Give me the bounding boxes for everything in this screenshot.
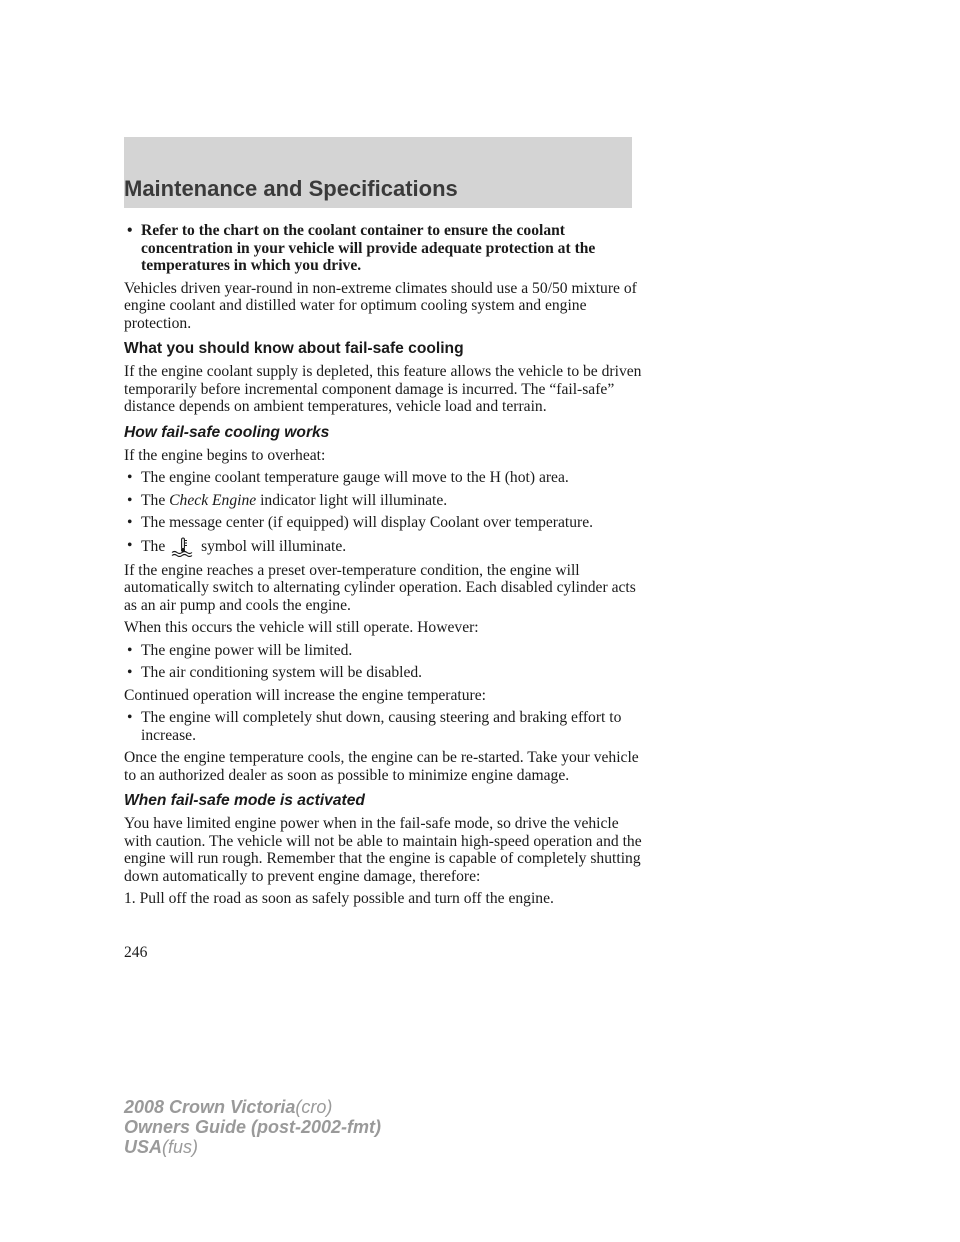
footer-guide: Owners Guide (post-2002-fmt)	[124, 1117, 382, 1137]
bullet-text-post: indicator light will illuminate.	[260, 491, 448, 509]
bullet-text: The engine power will be limited.	[141, 641, 353, 659]
footer	[124, 1097, 381, 1157]
bullet: •	[127, 514, 133, 531]
paragraph: Continued operation will increase the engine temperature:	[124, 686, 486, 704]
paragraph: If the engine begins to overheat:	[124, 446, 326, 464]
bullet: •	[127, 222, 133, 239]
bullet-text: The message center (if equipped) will display Coolant over temperature.	[141, 514, 594, 531]
footer-code: (fus)	[162, 1137, 199, 1157]
subsection-heading: When fail-safe mode is activated	[124, 792, 365, 809]
bullet: •	[127, 709, 133, 726]
paragraph: If the engine reaches a preset over-temperature condition, the engine will automatically switch to alternating cylinder operation. Each disabled cylinder acts as an air pump and cools the engine.	[124, 561, 636, 614]
numbered-step: 1. Pull off the road as soon as safely possible and turn off the engine.	[124, 890, 554, 907]
subsection-heading: How fail-safe cooling works	[124, 423, 330, 441]
coolant-temperature-icon	[169, 537, 197, 557]
list-item	[124, 664, 644, 682]
footer-line	[124, 1137, 381, 1157]
list-item	[124, 709, 644, 744]
footer-line	[124, 1117, 381, 1137]
list-item	[124, 222, 644, 275]
list-item	[124, 537, 644, 557]
bullet-text-post: symbol will illuminate.	[201, 537, 347, 555]
paragraph: Vehicles driven year-round in non-extreme climates should use a 50/50 mixture of engine coolant and distilled water for optimum cooling system and engine protection.	[124, 279, 637, 332]
section-heading: What you should know about fail-safe cooling	[124, 340, 464, 357]
bullet-text: The engine will completely shut down, causing steering and braking effort to increase.	[141, 709, 622, 744]
bullet: •	[127, 469, 133, 486]
list-item	[124, 642, 644, 660]
footer-code: (cro)	[295, 1097, 333, 1117]
page-number: 246	[124, 944, 148, 961]
bullet: •	[127, 664, 133, 681]
bullet: •	[127, 536, 133, 554]
bullet-text: Refer to the chart on the coolant container to ensure the coolant concentration in your vehicle will provide adequate protection at the temperatures in which you drive.	[141, 222, 596, 274]
bullet-text: The air conditioning system will be disabled.	[141, 664, 423, 681]
bullet: •	[127, 641, 133, 659]
bullet-text-pre: The	[141, 537, 166, 555]
page-title: Maintenance and Specifications	[124, 176, 458, 201]
paragraph: Once the engine temperature cools, the engine can be re-started. Take your vehicle to an authorized dealer as soon as possible to minimize engine damage.	[124, 749, 639, 784]
paragraph: When this occurs the vehicle will still operate. However:	[124, 619, 479, 636]
list-item	[124, 469, 644, 487]
paragraph: If the engine coolant supply is depleted, this feature allows the vehicle to be driven temporarily before incremental component damage is incurred. The “fail-safe” distance depends on ambient temperatures, vehicle load and terrain.	[124, 363, 642, 415]
bullet: •	[127, 491, 133, 509]
list-item	[124, 492, 644, 510]
check-engine-term: Check Engine	[169, 491, 257, 509]
footer-model: 2008 Crown Victoria	[124, 1097, 296, 1117]
footer-line	[124, 1097, 381, 1117]
list-item	[124, 514, 644, 532]
paragraph: You have limited engine power when in the fail-safe mode, so drive the vehicle with caution. The vehicle will not be able to maintain high-speed operation and the engine will run rough. Remember that the engine is capable of completely shutting down automatically to prevent engine damage, therefore:	[124, 815, 642, 885]
footer-market: USA	[124, 1137, 163, 1157]
page-content	[124, 222, 644, 913]
bullet-text: The engine coolant temperature gauge will move to the H (hot) area.	[141, 469, 569, 486]
bullet-text-pre: The	[141, 491, 170, 509]
